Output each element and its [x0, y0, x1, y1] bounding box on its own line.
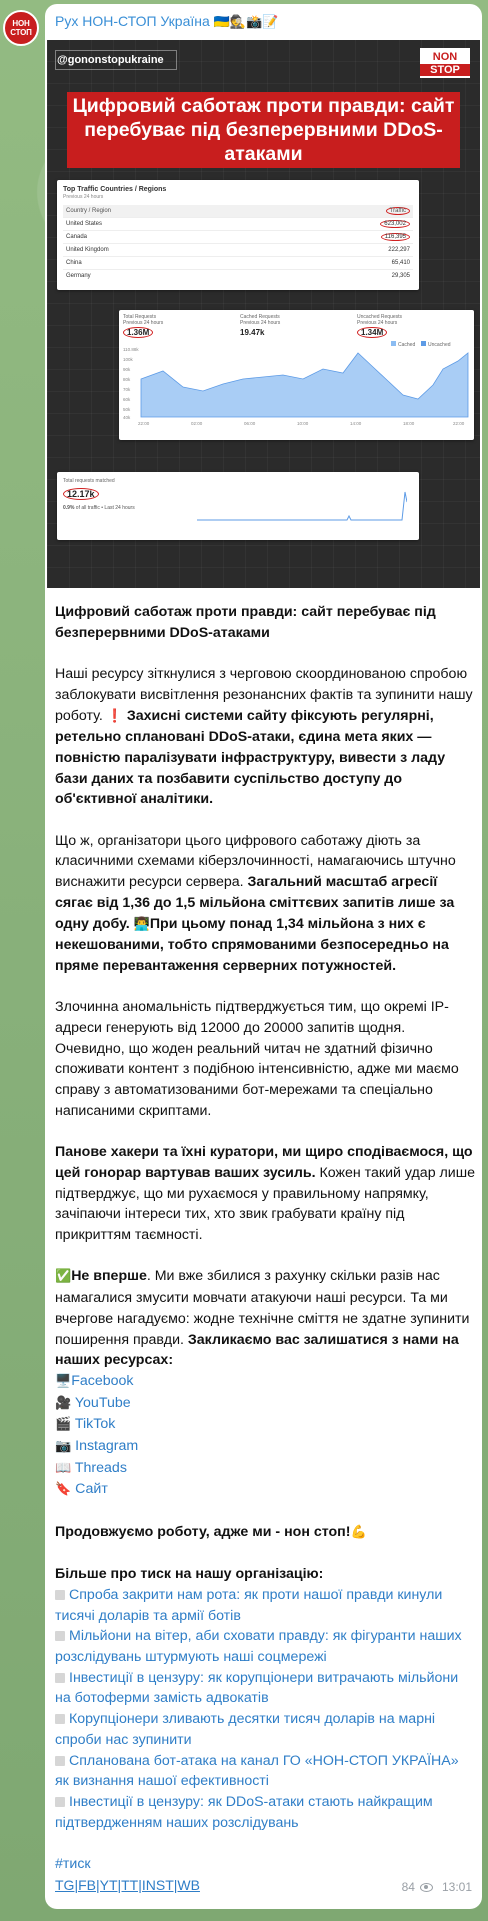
countries-subtitle: Previous 24 hours	[63, 194, 104, 200]
col-country: Country / Region	[63, 205, 269, 218]
link-tiktok[interactable]: TikTok	[71, 1416, 116, 1433]
table-row	[63, 270, 413, 283]
paragraph-closing	[55, 1522, 475, 1544]
traffic-cell	[269, 231, 413, 244]
mitigated-sparkline	[197, 484, 407, 524]
countries-title: Top Traffic Countries / Regions	[63, 186, 167, 193]
camera-icon: 📷	[55, 1439, 72, 1455]
legend-swatch-uncached	[421, 341, 426, 346]
image-headline: Цифровий саботаж проти правди: сайт перебуває під безперервними DDoS-атаками	[67, 92, 460, 168]
channel-title: Рух НОН-СТОП Україна	[55, 13, 210, 29]
related-link[interactable]: Спланована бот-атака на канал ГО «НОН-СТОП УКРАЇНА» як визнання нашої ефективності	[55, 1752, 459, 1790]
square-bullet-icon	[55, 1631, 65, 1641]
channel-name[interactable]	[55, 13, 278, 30]
flexed-biceps-icon: 💪	[350, 1524, 367, 1540]
table-row	[63, 257, 413, 270]
square-bullet-icon	[55, 1797, 65, 1807]
p4-bold: Панове хакери та їхні куратори, ми щиро сподіваємося, що цей гонорар вартував ваших зусиль.	[55, 1144, 473, 1181]
hashtag-link[interactable]: #тиск	[55, 1856, 91, 1873]
traffic-header: Traffic	[386, 207, 410, 215]
stat-uncached	[357, 314, 470, 337]
video-camera-icon: 🎥	[55, 1395, 72, 1411]
y-tick: 90k	[123, 367, 131, 372]
y-tick: 40k	[123, 415, 131, 420]
post-title-text: Цифровий саботаж проти правди: сайт перебуває під безперервними DDoS-атаками	[55, 604, 436, 641]
nonstop-logo	[420, 48, 470, 78]
paragraph-3: Злочинна аномальність підтверджується тим, що окремі IP-адреси генерують від 12000 до 20000 запитів щодня. Очевидно, що жоден реальний читач не здатний фізично споживати контент з подібною інтенсивністю, адже ми маємо справу з автоматизованими бот-мережами та спеціально написаними скриптами.	[55, 999, 459, 1119]
legend-cached: Cached	[398, 342, 416, 348]
post-title	[55, 602, 475, 643]
related-link[interactable]: Інвестиції в цензуру: як DDoS-атаки стають найкращим підтвердженням наших розслідувань	[55, 1793, 433, 1831]
related-link[interactable]: Корупціонери зливають десятки тисяч доларів на марні спроби нас зупинити	[55, 1711, 436, 1748]
stat-label: Cached Requests	[240, 314, 280, 320]
mitigated-pct: 0.9%	[63, 505, 75, 511]
country-cell: United States	[63, 218, 269, 231]
p1-bold: Захисні системи сайту фіксують регулярні, ретельно сплановані DDoS-атаки, єдина мета яких — повністю паралізувати інфраструктуру, вивести з ладу бази даних та позбавити суспільство доступу до об'єктивної аналітики.	[55, 707, 446, 808]
x-tick: 22:00	[453, 421, 465, 426]
p5-bold-1: Не вперше	[71, 1268, 147, 1285]
traffic-cell: 29,305	[269, 270, 413, 283]
requests-chart-screenshot	[119, 310, 474, 440]
footer-social-links[interactable]: TG|FB|YT|TT|INST|WB	[55, 1877, 200, 1893]
more-section	[55, 1564, 475, 1833]
x-tick: 02:00	[191, 421, 203, 426]
x-tick: 10:00	[297, 421, 309, 426]
p2-bold-2: При цьому понад 1,34 мільйона з них є некешованими, тобто спрямованими безпосередньо на пряме перевантаження серверних потужностей.	[55, 915, 449, 974]
mitigated-sub-rest: of all traffic • Last 24 hours	[74, 505, 135, 511]
message-bubble	[45, 4, 482, 1909]
closing-text: Продовжуємо роботу, адже ми - нон стоп!	[55, 1523, 351, 1540]
traffic-value: 116,395	[381, 233, 410, 241]
countries-table	[63, 205, 413, 282]
p5-text: . Ми вже збилися з рахунку скільки разів нас намагалися змусити мовчати атакуючи наші ресурси. Та ми вчергове нагадуємо: жодне технічне сміття не здатне зупинити поширення правди.	[55, 1268, 470, 1348]
square-bullet-icon	[55, 1673, 65, 1683]
table-row	[63, 231, 413, 244]
more-title: Більше про тиск на нашу організацію:	[55, 1566, 324, 1583]
check-mark-icon: ✅	[55, 1269, 72, 1285]
p1-text: Наші ресурсу зіткнулися з черговою скоординованою спробою заблокувати висвітлення резонансних фактів та зупинити нашу роботу.	[55, 666, 473, 724]
traffic-cell	[269, 218, 413, 231]
p4-text: Кожен такий удар лише підтверджує, що ми рухаємося у правильному напрямку, зачіпаючи інтереси тих, хто звик грабувати країну під прикриттям таємності.	[55, 1164, 475, 1244]
related-link[interactable]: Мільйони на вітер, аби сховати правду: як фігуранти наших розслідувань штурмують наші соцмережі	[55, 1628, 462, 1666]
stat-total	[123, 314, 236, 337]
y-tick: 50k	[123, 407, 131, 412]
link-instagram[interactable]: Instagram	[71, 1438, 139, 1455]
image-handle: @gononstopukraine	[57, 54, 164, 66]
logo-line2: STOP	[420, 64, 470, 76]
link-threads[interactable]: Threads	[71, 1459, 127, 1476]
link-youtube[interactable]: YouTube	[71, 1394, 131, 1411]
y-axis-ticks	[123, 347, 139, 420]
post-text	[55, 602, 475, 1895]
related-link[interactable]: Інвестиції в цензуру: як корупціонери витрачають мільйони на ботоферми замість адвокатів	[55, 1669, 459, 1707]
countries-table-screenshot	[57, 180, 419, 290]
stat-value: 1.34M	[357, 327, 387, 338]
col-traffic	[269, 205, 413, 218]
stat-cached	[240, 314, 353, 337]
x-tick: 14:00	[350, 421, 362, 426]
traffic-cell: 222,297	[269, 244, 413, 257]
table-row	[63, 218, 413, 231]
x-axis-ticks	[138, 421, 465, 426]
requests-area	[141, 353, 468, 417]
channel-emojis: 🇺🇦🕵️📸📝	[213, 15, 279, 30]
post-image[interactable]	[47, 40, 480, 588]
country-cell: United Kingdom	[63, 244, 269, 257]
bookmark-icon: 🔖	[55, 1482, 72, 1498]
desktop-icon: 🖥️	[55, 1373, 72, 1389]
logo-line1: NON	[432, 51, 458, 63]
chart-legend	[391, 341, 451, 348]
eye-icon	[420, 1883, 433, 1892]
mitigated-value: 12.17k	[63, 488, 99, 500]
traffic-value: 623,002	[380, 220, 410, 228]
requests-stats	[123, 314, 470, 337]
square-bullet-icon	[55, 1590, 65, 1600]
book-icon: 📖	[55, 1460, 72, 1476]
clapper-icon: 🎬	[55, 1417, 72, 1433]
stat-sub: Previous 24 hours	[240, 320, 281, 326]
p2-bold-1: Загальний масштаб агресії сягає від 1,36 до 1,5 мільйона сміттєвих запитів лише за одну добу.	[55, 874, 455, 932]
link-site[interactable]: Сайт	[71, 1481, 108, 1498]
mitigated-label: Total requests matched	[63, 478, 115, 484]
p5-bold-2: Закликаємо вас залишатися з нами на наших ресурсах:	[55, 1331, 459, 1369]
table-row	[63, 244, 413, 257]
stat-label: Total Requests	[123, 314, 157, 320]
x-tick: 18:00	[403, 421, 415, 426]
link-facebook[interactable]: Facebook	[71, 1372, 134, 1389]
stat-label: Uncached Requests	[357, 314, 403, 320]
requests-area-chart	[123, 339, 470, 427]
paragraph-5	[55, 1266, 475, 1501]
message-time: 13:01	[441, 1880, 472, 1894]
stat-value: 19.47k	[240, 328, 265, 337]
country-cell: Canada	[63, 231, 269, 244]
related-link[interactable]: Спроба закрити нам рота: як проти нашої правди кинули тисячі доларів та армії ботів	[55, 1586, 443, 1624]
traffic-cell: 65,410	[269, 257, 413, 270]
paragraph-4	[55, 1142, 475, 1246]
x-tick: 06:00	[244, 421, 256, 426]
legend-uncached: Uncached	[428, 342, 451, 348]
avatar-line2: СТОП	[10, 28, 32, 37]
channel-avatar[interactable]	[3, 10, 39, 46]
stat-sub: Previous 24 hours	[357, 320, 398, 326]
view-count: 84	[401, 1880, 415, 1894]
country-cell: China	[63, 257, 269, 270]
square-bullet-icon	[55, 1714, 65, 1724]
y-tick: 80k	[123, 377, 131, 382]
message-meta	[402, 1880, 472, 1894]
exclamation-icon: ❗	[106, 708, 123, 724]
avatar-line1: НОН	[12, 19, 30, 28]
x-tick: 22:00	[138, 421, 150, 426]
country-cell: Germany	[63, 270, 269, 283]
square-bullet-icon	[55, 1756, 65, 1766]
p2-text: Що ж, організатори цього цифрового саботажу діють за класичними схемами кіберзлочинності, намагаючись штучно виснажити ресурси сервера.	[55, 832, 456, 891]
sparkline-line	[197, 488, 407, 520]
paragraph-2	[55, 831, 475, 977]
stat-value: 1.36M	[123, 327, 153, 338]
stat-sub: Previous 24 hours	[123, 320, 164, 326]
y-tick: 70k	[123, 387, 131, 392]
paragraph-1	[55, 664, 475, 810]
y-tick: 110.88k	[123, 347, 139, 352]
y-tick: 60k	[123, 397, 131, 402]
legend-swatch-cached	[391, 341, 396, 346]
y-tick: 100k	[123, 357, 133, 362]
technologist-icon: 👨‍💻	[133, 916, 150, 932]
hashtag-line	[55, 1854, 475, 1875]
mitigated-requests-screenshot	[57, 472, 419, 540]
